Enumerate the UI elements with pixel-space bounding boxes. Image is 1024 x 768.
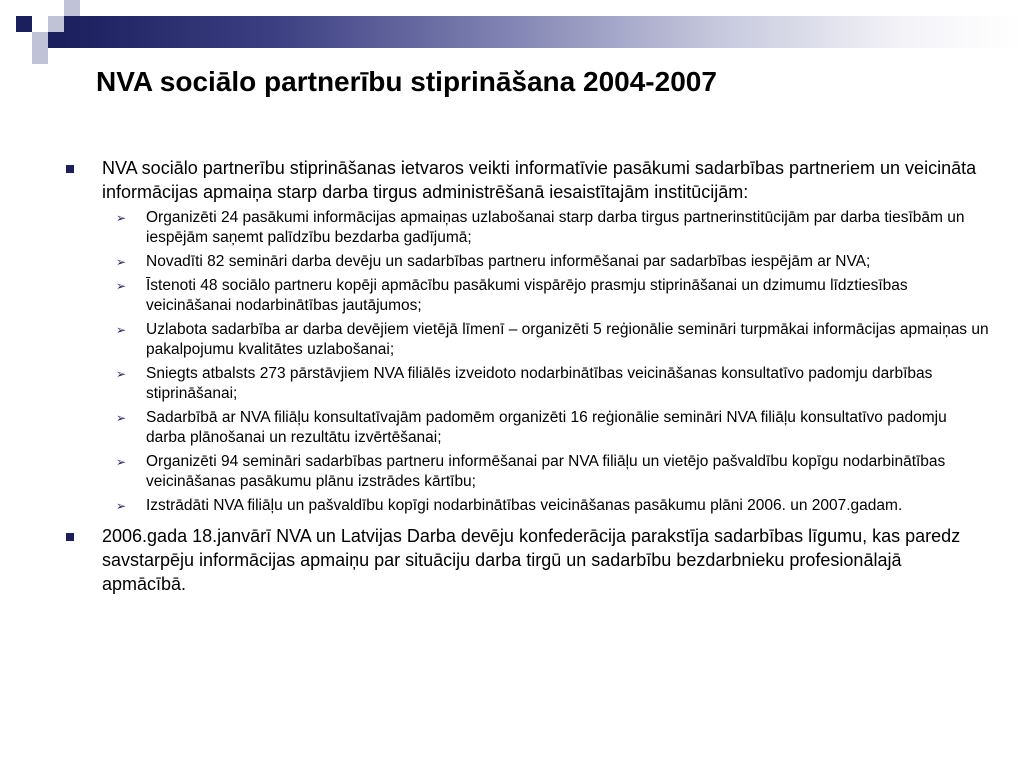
sub-bullet-text: Īstenoti 48 sociālo partneru kopēji apmācību pasākumi vispārējo prasmju stiprināšanai un dzimumu līdztiesības veicināšanai nodarbinātības jautājumos; [146, 277, 908, 314]
arrow-bullet-icon: ➢ [116, 323, 127, 337]
arrow-bullet-icon: ➢ [116, 411, 127, 425]
sub-bullet-item [102, 276, 990, 316]
arrow-bullet-icon: ➢ [116, 211, 127, 225]
sub-bullet-text: Novadīti 82 semināri darba devēju un sadarbības partneru informēšanai par sadarbības iespējām ar NVA; [146, 253, 871, 270]
arrow-bullet-icon: ➢ [116, 279, 127, 293]
decor-square-icon [48, 16, 64, 32]
decor-square-icon [32, 48, 48, 64]
gradient-bar [64, 16, 1024, 48]
decor-square-icon [32, 32, 48, 48]
decor-square-icon [64, 0, 80, 16]
sub-bullet-item [102, 408, 990, 448]
slide-content [60, 156, 990, 598]
sub-bullet-item [102, 320, 990, 360]
bullet-text: NVA sociālo partnerību stiprināšanas ietvaros veikti informatīvie pasākumi sadarbības partneriem un veicināta informācijas apmaiņa starp darba tirgus administrēšanā iesaistītajām institūcijām: [102, 158, 977, 202]
bullet-item [60, 156, 990, 516]
slide-title: NVA sociālo partnerību stiprināšana 2004-2007 [96, 66, 717, 97]
arrow-bullet-icon: ➢ [116, 367, 127, 381]
sub-bullet-text: Uzlabota sadarbība ar darba devējiem vietējā līmenī – organizēti 5 reģionālie semināri turpmākai informācijas apmaiņas un pakalpojumu kvalitātes uzlabošanai; [146, 321, 989, 358]
arrow-bullet-icon: ➢ [116, 255, 127, 269]
square-bullet-icon [66, 533, 74, 541]
sub-bullet-text: Izstrādāti NVA filiāļu un pašvaldību kopīgi nodarbinātības veicināšanas pasākumu plāni 2006. un 2007.gadam. [146, 497, 903, 514]
sub-bullet-text: Sniegts atbalsts 273 pārstāvjiem NVA filiālēs izveidoto nodarbinātības veicināšanas konsultatīvo padomju darbības stiprināšanai; [146, 365, 933, 402]
sub-bullet-text: Organizēti 94 semināri sadarbības partneru informēšanai par NVA filiāļu un vietējo pašvaldību kopīgu nodarbinātības veicināšanas pasākumu plānu izstrādes kārtību; [146, 453, 946, 490]
sub-bullet-text: Organizēti 24 pasākumi informācijas apmaiņas uzlabošanai starp darba tirgus partnerinstitūcijām par darba tiesībām un iespējām saņemt palīdzību bezdarba gadījumā; [146, 209, 965, 246]
bullet-item [60, 524, 990, 596]
sub-bullet-item [102, 452, 990, 492]
arrow-bullet-icon: ➢ [116, 455, 127, 469]
sub-bullet-item [102, 364, 990, 404]
sub-bullet-text: Sadarbībā ar NVA filiāļu konsultatīvajām padomēm organizēti 16 reģionālie semināri NVA filiāļu konsultatīvo padomju darba plānošanai un rezultātu izvērtēšanai; [146, 409, 947, 446]
sub-bullet-item [102, 208, 990, 248]
arrow-bullet-icon: ➢ [116, 499, 127, 513]
sub-bullet-list [102, 208, 990, 516]
sub-bullet-item [102, 252, 990, 272]
bullet-list [60, 156, 990, 596]
square-bullet-icon [66, 165, 74, 173]
header-decoration [0, 0, 1024, 64]
sub-bullet-item [102, 496, 990, 516]
decor-square-icon [48, 32, 64, 48]
decor-square-icon [16, 16, 32, 32]
bullet-text: 2006.gada 18.janvārī NVA un Latvijas Darba devēju konfederācija parakstīja sadarbības līgumu, kas paredz savstarpēju informācijas apmaiņu par situāciju darba tirgū un sadarbību bezdarbnieku profesionālajā apmācībā. [102, 526, 961, 594]
